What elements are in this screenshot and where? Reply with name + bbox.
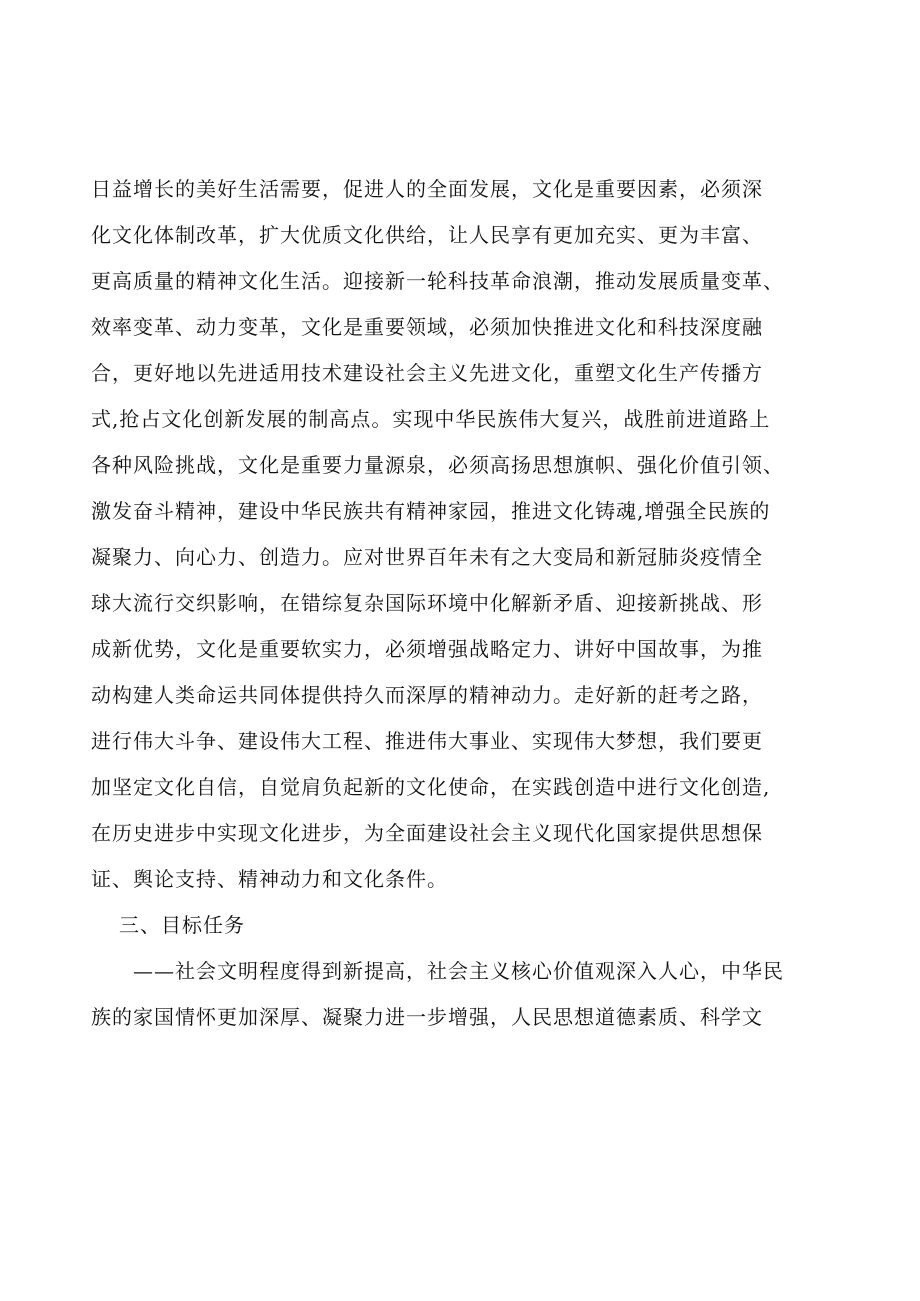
- text-line: 各种风险挑战，文化是重要力量源泉，必须高扬思想旗帜、强化价值引领、: [91, 453, 784, 477]
- document-body: [91, 166, 861, 1040]
- text-line: 式,抢占文化创新发展的制高点。实现中华民族伟大复兴，战胜前进道路上: [91, 407, 771, 431]
- text-line: 球大流行交织影响，在错综复杂国际环境中化解新矛盾、迎接新挑战、形: [91, 591, 763, 615]
- text-line: 动构建人类命运共同体提供持久而深厚的精神动力。走好新的赶考之路，: [91, 683, 763, 707]
- text-line: 加坚定文化自信，自觉肩负起新的文化使命，在实践创造中进行文化创造,: [91, 775, 771, 799]
- text-line: 化文化体制改革，扩大优质文化供给，让人民享有更加充实、更为丰富、: [91, 223, 763, 247]
- text-line: ——社会文明程度得到新提高，社会主义核心价值观深入人心，中华民: [133, 959, 784, 983]
- text-line: 激发奋斗精神，建设中华民族共有精神家园，推进文化铸魂,增强全民族的: [91, 499, 771, 523]
- text-line: 合，更好地以先进适用技术建设社会主义先进文化，重塑文化生产传播方: [91, 361, 763, 385]
- text-line: 效率变革、动力变革，文化是重要领域，必须加快推进文化和科技深度融: [91, 315, 763, 339]
- text-line: 在历史进步中实现文化进步，为全面建设社会主义现代化国家提供思想保: [91, 821, 763, 845]
- text-line: 成新优势，文化是重要软实力，必须增强战略定力、讲好中国故事，为推: [91, 637, 763, 661]
- text-line: 证、舆论支持、精神动力和文化条件。: [91, 867, 448, 891]
- text-line: 更高质量的精神文化生活。迎接新一轮科技革命浪潮，推动发展质量变革、: [91, 269, 784, 293]
- text-line: 凝聚力、向心力、创造力。应对世界百年未有之大变局和新冠肺炎疫情全: [91, 545, 763, 569]
- section-heading: 三、目标任务: [119, 913, 245, 937]
- text-line: 族的家国情怀更加深厚、凝聚力进一步增强，人民思想道德素质、科学文: [91, 1005, 763, 1029]
- text-line: 日益增长的美好生活需要，促进人的全面发展，文化是重要因素，必须深: [91, 177, 763, 201]
- text-line: 进行伟大斗争、建设伟大工程、推进伟大事业、实现伟大梦想，我们要更: [91, 729, 763, 753]
